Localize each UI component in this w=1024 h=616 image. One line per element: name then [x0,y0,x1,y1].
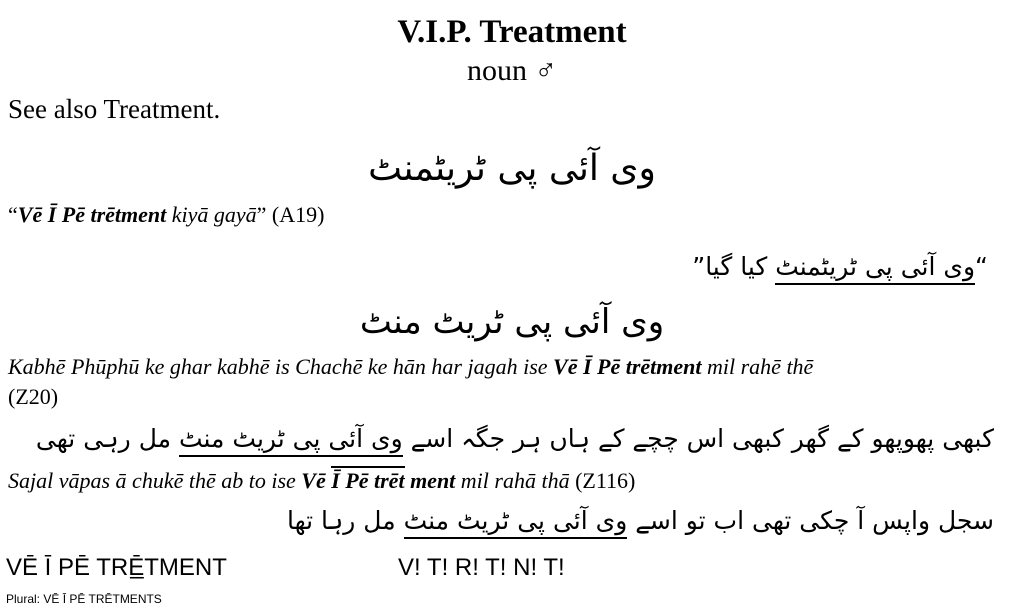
example-3-source: (Z116) [569,468,636,493]
transliteration: VĒ Ī PĒ TRĒ̲TMENT [6,554,227,581]
example-3-urdu-underlined: وی آئی پی ٹریٹ منٹ [404,506,628,539]
example-1-urdu-rest: کیا گیا [705,252,776,281]
example-1-bold: Vē Ī Pē trētment [17,202,167,227]
example-3-translit [8,468,635,494]
example-1-urdu [692,252,988,281]
example-2-urdu-before: کبھی پھوپھو کے گھر کبھی اس چچے کے ہاں ہر جگہ اسے [402,424,994,453]
example-1-open-quote: “ [8,202,18,227]
example-1-urdu-underlined: وی آئی پی ٹریٹمنٹ [775,252,975,285]
example-1-source: (A19) [266,202,325,227]
headword: V.I.P. Treatment [397,14,627,50]
example-3-urdu-after: مل رہا تھا [286,506,404,535]
example-2-urdu-after: مل رہی تھی [35,424,179,453]
example-3-bold-overlined: Ī Pē trēt [331,468,405,493]
example-3-bold-b: ment [404,468,456,493]
see-also: See also Treatment. [8,94,221,124]
example-2-translit [8,354,813,380]
example-2-urdu [36,424,994,453]
example-3-bold-a: Vē [301,468,332,493]
urdu-headword-variant: وی آئی پی ٹریٹ منٹ [359,302,665,342]
example-1-close-quote: ” [256,202,267,227]
example-1-rest: kiyā gayā [166,202,257,227]
example-2-source: (Z20) [8,384,59,409]
example-1-urdu-quote-open: “ [975,252,988,281]
example-3-urdu [287,506,994,535]
example-2-rest: mil rahē thē [701,354,814,379]
example-3-plain: Sajal vāpas ā chukē thē ab to ise [8,468,302,493]
part-of-speech: noun ♂ [467,54,557,87]
example-2-plain: Kabhē Phūphū ke ghar kabhē is Chachē ke hān har jagah ise [8,354,554,379]
example-1-urdu-quote-close: ” [692,252,706,281]
example-1-translit [8,202,324,228]
plural-form: Plural: VĒ Ī PĒ TRĒTMENTS [6,592,162,606]
example-2-urdu-underlined: وی آئی پی ٹریٹ منٹ [179,424,403,457]
consonant-code: V! T! R! T! N! T! [398,554,565,581]
example-2-bold: Vē Ī Pē trētment [553,354,702,379]
urdu-headword: وی آئی پی ٹریٹمنٹ [368,148,656,189]
example-3-urdu-before: سجل واپس آ چکی تھی اب تو اسے [627,506,994,535]
example-3-rest: mil rahā thā [455,468,570,493]
